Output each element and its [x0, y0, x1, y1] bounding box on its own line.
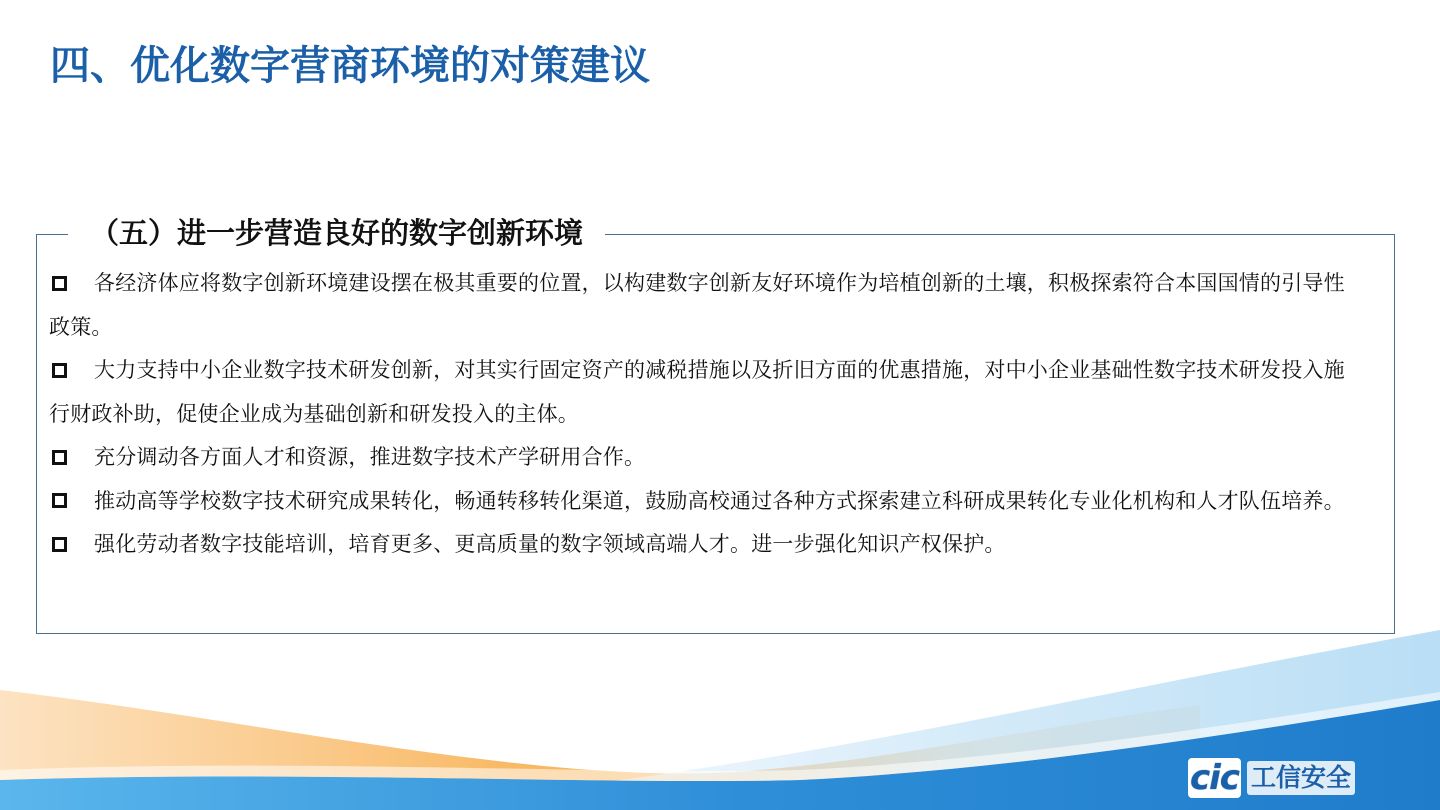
square-bullet-icon — [52, 363, 67, 378]
list-item — [49, 349, 1359, 436]
slide-title: 四、优化数字营商环境的对策建议 — [50, 43, 650, 89]
list-item — [49, 480, 1359, 524]
logo-mark — [1188, 758, 1241, 798]
logo-mark-text: cic — [1190, 758, 1239, 798]
list-item-text: 充分调动各方面人才和资源，推进数字技术产学研用合作。 — [94, 445, 646, 469]
list-item-text: 推动高等学校数字技术研究成果转化，畅通转移转化渠道，鼓励高校通过各种方式探索建立科研成果转化专业化机构和人才队伍培养。 — [94, 488, 1345, 513]
list-item-text: 大力支持中小企业数字技术研发创新，对其实行固定资产的减税措施以及折旧方面的优惠措施，对中小企业基础性数字技术研发投入施行财政补助，促使企业成为基础创新和研发投入的主体。 — [49, 358, 1345, 426]
logo-text: 工信安全 — [1247, 761, 1355, 795]
list-item-text: 强化劳动者数字技能培训，培育更多、更高质量的数字领域高端人才。进一步强化知识产权保护。 — [94, 532, 1006, 556]
list-item-text: 各经济体应将数字创新环境建设摆在极其重要的位置，以构建数字创新友好环境作为培植创新的土壤，积极探索符合本国国情的引导性政策。 — [49, 271, 1345, 339]
square-bullet-icon — [52, 493, 67, 508]
section-heading: （五）进一步营造良好的数字创新环境 — [68, 210, 605, 256]
bullet-list — [49, 262, 1359, 567]
square-bullet-icon — [52, 450, 67, 465]
list-item — [49, 523, 1359, 567]
company-logo — [1188, 756, 1355, 800]
square-bullet-icon — [52, 276, 67, 291]
list-item — [49, 436, 1359, 480]
square-bullet-icon — [52, 537, 67, 552]
list-item — [49, 262, 1359, 349]
